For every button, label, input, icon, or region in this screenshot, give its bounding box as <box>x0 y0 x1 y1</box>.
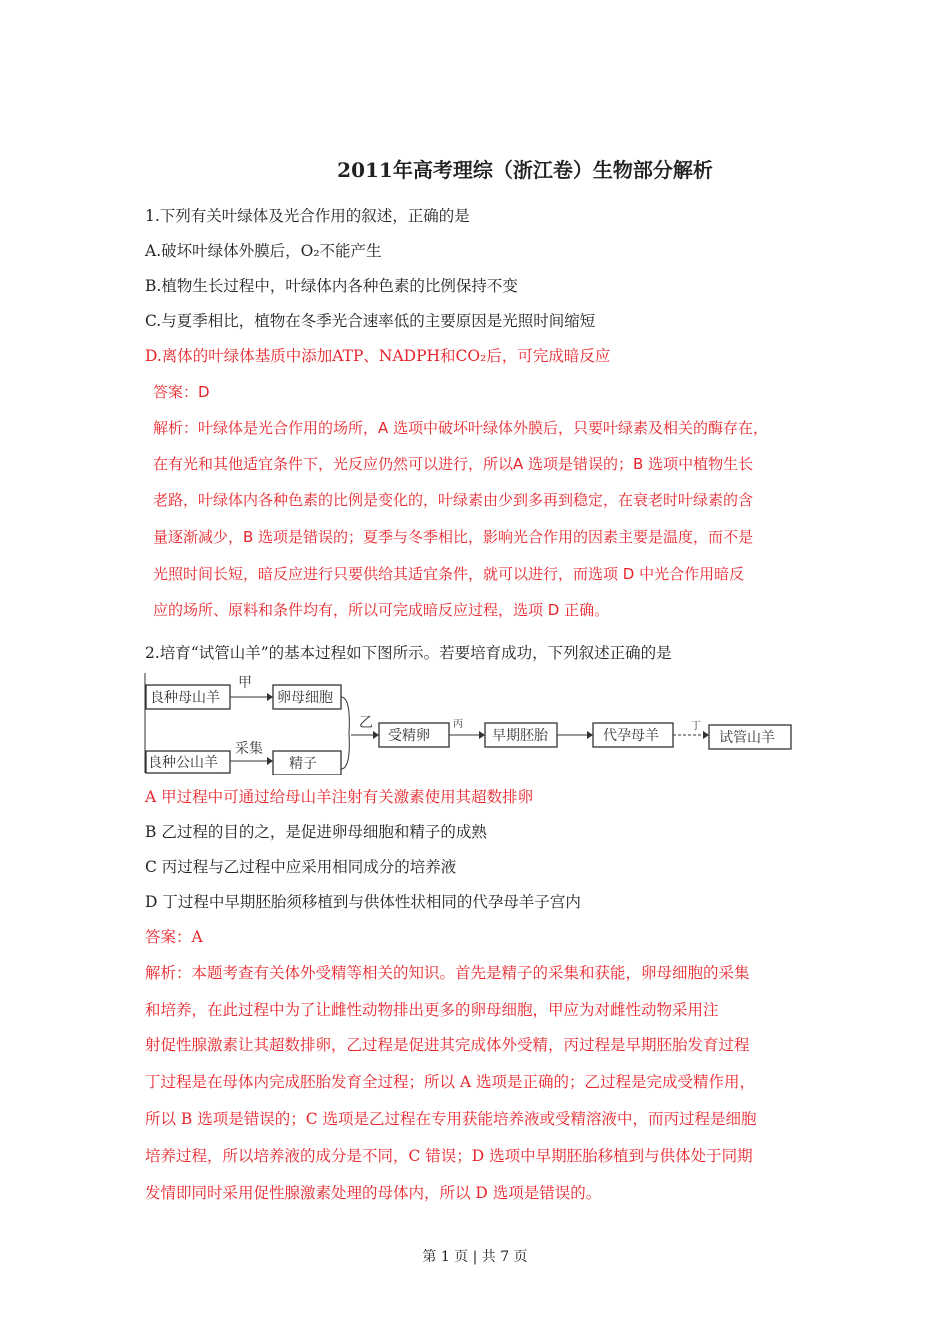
diagram-surrogate: 代孕母羊 <box>603 728 659 744</box>
page-footer: 第 1 页 | 共 7 页 <box>422 1249 528 1265</box>
q1-option-d: D.离体的叶绿体基质中添加ATP、NADPH和CO₂后，可完成暗反应 <box>145 347 611 365</box>
q2-stem: 2.培育“试管山羊”的基本过程如下图所示。若要培育成功，下列叙述正确的是 <box>145 644 672 662</box>
q1-analysis-line: 解析：叶绿体是光合作用的场所，A 选项中破坏叶绿体外膜后，只要叶绿素及相关的酶存在， <box>153 419 769 437</box>
diagram-female-goat: 良种母山羊 <box>150 690 220 706</box>
diagram-label-collect: 采集 <box>235 741 263 757</box>
diagram-label-bing: 丙 <box>453 719 463 730</box>
goat-breeding-diagram <box>143 673 808 775</box>
diagram-label-jia: 甲 <box>238 675 252 691</box>
q1-option-b: B.植物生长过程中，叶绿体内各种色素的比例保持不变 <box>145 277 518 295</box>
q2-analysis-line: 所以 B 选项是错误的；C 选项是乙过程在专用获能培养液或受精溶液中，而丙过程是细胞 <box>145 1110 757 1128</box>
q1-answer: 答案：D <box>153 383 210 401</box>
q1-analysis-line: 光照时间长短，暗反应进行只要供给其适宜条件，就可以进行，而选项 D 中光合作用暗反 <box>153 565 745 583</box>
q2-option-c: C 丙过程与乙过程中应采用相同成分的培养液 <box>145 858 457 876</box>
q2-analysis-line: 丁过程是在母体内完成胚胎发育全过程；所以 A 选项是正确的；乙过程是完成受精作用， <box>145 1073 756 1091</box>
q2-analysis-line: 发情即同时采用促性腺激素处理的母体内，所以 D 选项是错误的。 <box>145 1184 602 1202</box>
diagram-male-goat: 良种公山羊 <box>148 755 218 771</box>
diagram-label-yi: 乙 <box>359 715 373 731</box>
q2-option-b: B 乙过程的目的之，是促进卵母细胞和精子的成熟 <box>145 823 487 841</box>
diagram-result: 试管山羊 <box>719 730 775 746</box>
q1-option-c: C.与夏季相比，植物在冬季光合速率低的主要原因是光照时间缩短 <box>145 312 596 330</box>
q1-analysis-line: 在有光和其他适宜条件下，光反应仍然可以进行，所以A 选项是错误的；B 选项中植物生长 <box>153 455 754 473</box>
diagram-sperm: 精子 <box>289 756 317 772</box>
diagram-zygote: 受精卵 <box>388 728 430 744</box>
diagram-egg-cell: 卵母细胞 <box>277 690 333 706</box>
diagram-label-ding: 丁 <box>691 721 701 732</box>
q2-analysis-line: 培养过程，所以培养液的成分是不同，C 错误；D 选项中早期胚胎移植到与供体处于同期 <box>145 1147 753 1165</box>
diagram-early-embryo: 早期胚胎 <box>492 728 548 744</box>
q2-analysis-line: 解析：本题考查有关体外受精等相关的知识。首先是精子的采集和获能，卵母细胞的采集 <box>145 964 750 982</box>
q2-analysis-line: 和培养，在此过程中为了让雌性动物排出更多的卵母细胞，甲应为对雌性动物采用注 <box>145 1001 719 1019</box>
q1-analysis-line: 老路，叶绿体内各种色素的比例是变化的，叶绿素由少到多再到稳定，在衰老时叶绿素的含 <box>153 491 754 509</box>
q2-analysis-line: 射促性腺激素让其超数排卵，乙过程是促进其完成体外受精，丙过程是早期胚胎发育过程 <box>145 1036 750 1054</box>
q2-answer: 答案：A <box>145 928 203 946</box>
q1-stem: 1.下列有关叶绿体及光合作用的叙述，正确的是 <box>145 207 470 225</box>
q2-option-a: A 甲过程中可通过给母山羊注射有关激素使用其超数排卵 <box>145 788 534 806</box>
q1-option-a: A.破坏叶绿体外膜后，O₂不能产生 <box>145 242 382 260</box>
q1-analysis-line: 应的场所、原料和条件均有，所以可完成暗反应过程，选项 D 正确。 <box>153 601 610 619</box>
q1-analysis-line: 量逐渐减少，B 选项是错误的；夏季与冬季相比，影响光合作用的因素主要是温度，而不是 <box>153 528 754 546</box>
page-title: 2011年高考理综（浙江卷）生物部分解析 <box>337 158 713 182</box>
q2-option-d: D 丁过程中早期胚胎须移植到与供体性状相同的代孕母羊子宫内 <box>145 893 581 911</box>
